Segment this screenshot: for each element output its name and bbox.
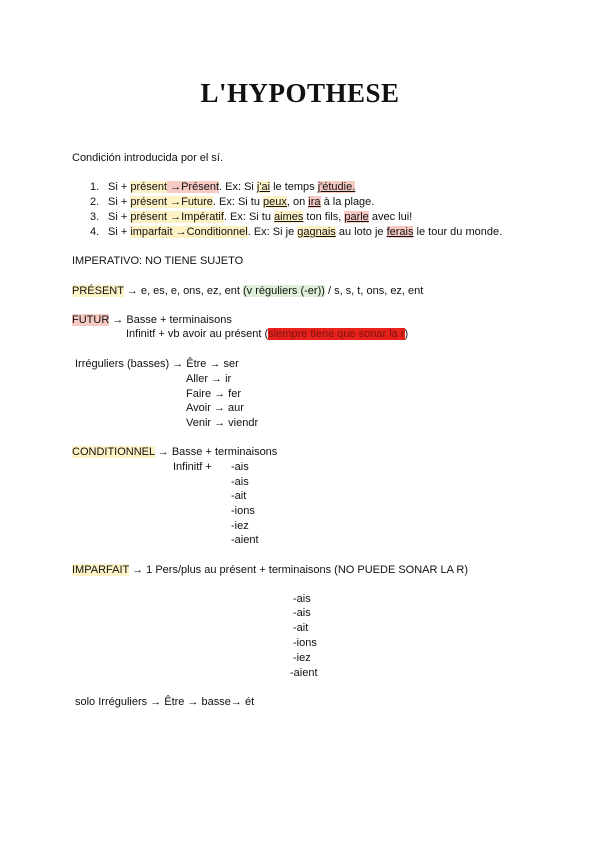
- ending: -ais: [293, 593, 311, 605]
- rule-text: Si +: [108, 181, 131, 193]
- futur-text: ): [404, 328, 409, 340]
- ending: -aient: [231, 534, 259, 546]
- list-item: [90, 196, 374, 209]
- list-number: 1.: [90, 181, 100, 193]
- list-item: [90, 181, 355, 194]
- tense-highlight: présent: [130, 181, 168, 193]
- tense-highlight: Future: [181, 196, 213, 208]
- present-label: PRÉSENT: [72, 285, 124, 297]
- example-verb: aimes: [274, 211, 304, 223]
- tense-highlight: Conditionnel: [186, 226, 248, 238]
- rule-text: le temps: [270, 181, 318, 193]
- tense-highlight: présent: [130, 196, 168, 208]
- tense-highlight: Impératif: [181, 211, 224, 223]
- arrow: →: [167, 181, 182, 193]
- rule-text: avec lui!: [368, 211, 413, 223]
- ending: -iez: [293, 652, 311, 664]
- arrow: →: [172, 226, 187, 238]
- list-item: [90, 226, 502, 239]
- rule-text: à la plage.: [320, 196, 375, 208]
- list-number: 3.: [90, 211, 100, 223]
- example-verb: gagnais: [297, 226, 336, 238]
- futur-label: FUTUR: [72, 314, 110, 326]
- ending: -iez: [231, 520, 249, 532]
- present-note: (v réguliers (-er)): [243, 285, 325, 297]
- tense-highlight: présent: [130, 211, 168, 223]
- example-verb: j'étudie.: [317, 181, 356, 193]
- page-title: L'HYPOTHESE: [200, 78, 400, 108]
- irreguliers-row: Faire → fer: [186, 388, 242, 400]
- irreguliers-row: Avoir → aur: [186, 402, 244, 414]
- conditionnel-rule: [72, 446, 277, 459]
- rule-text: Si +: [108, 196, 131, 208]
- imperativo-note: IMPERATIVO: NO TIENE SUJETO: [72, 255, 244, 267]
- ending: -ions: [293, 637, 317, 649]
- futur-rule: [72, 314, 232, 327]
- example-verb: parle: [344, 211, 369, 223]
- conditionnel-label: CONDITIONNEL: [72, 446, 155, 458]
- list-number: 2.: [90, 196, 100, 208]
- present-rule: [72, 285, 423, 298]
- example-verb: j'ai: [256, 181, 271, 193]
- irreguliers-row: Aller → ir: [186, 373, 232, 385]
- rule-text: . Ex: Si je: [247, 226, 298, 238]
- ending: -ais: [231, 476, 249, 488]
- example-verb: ferais: [386, 226, 414, 238]
- tense-highlight: imparfait: [130, 226, 173, 238]
- tense-highlight: Présent: [181, 181, 220, 193]
- rule-text: Si +: [108, 211, 131, 223]
- present-endings-alt: / s, s, t, ons, ez, ent: [324, 285, 424, 297]
- futur-warning: siempre tiene que sonar la r: [268, 328, 405, 340]
- imparfait-rule: [72, 564, 468, 577]
- present-endings: → e, es, e, ons, ez, ent: [123, 285, 243, 297]
- ending: -ait: [231, 490, 247, 502]
- rule-text: . Ex: Si tu: [223, 211, 275, 223]
- ending: -ait: [293, 622, 309, 634]
- futur-text: → Basse + terminaisons: [109, 314, 232, 326]
- rule-text: au loto je: [335, 226, 387, 238]
- arrow: →: [167, 211, 182, 223]
- rule-text: le tour du monde.: [413, 226, 503, 238]
- conditionnel-text: → Basse + terminaisons: [154, 446, 278, 458]
- futur-text: Infinitf + vb avoir au présent (: [126, 328, 269, 340]
- example-verb: ira: [308, 196, 321, 208]
- arrow: →: [167, 196, 182, 208]
- irreguliers-row: Venir → viendr: [186, 417, 259, 429]
- futur-rule-line2: [126, 328, 408, 341]
- example-verb: peux: [263, 196, 287, 208]
- imparfait-text: → 1 Pers/plus au présent + terminaisons (NO PUEDE SONAR LA R): [129, 564, 469, 576]
- list-number: 4.: [90, 226, 100, 238]
- solo-irreguliers: solo Irréguliers → Être → basse→ ét: [75, 696, 255, 708]
- list-item: [90, 211, 412, 224]
- ending: -ais: [231, 461, 249, 473]
- imparfait-label: IMPARFAIT: [72, 564, 130, 576]
- irreguliers-head: Irréguliers (basses) → Être → ser: [75, 358, 239, 370]
- ending: -aient: [290, 667, 318, 679]
- rule-text: , on: [286, 196, 309, 208]
- rule-text: ton fils,: [303, 211, 345, 223]
- ending: -ais: [293, 607, 311, 619]
- rule-text: . Ex: Si tu: [212, 196, 264, 208]
- rule-text: . Ex: Si: [219, 181, 257, 193]
- rule-text: Si +: [108, 226, 131, 238]
- conditionnel-infinitif: Infinitf +: [173, 461, 212, 473]
- ending: -ions: [231, 505, 255, 517]
- intro-text: Condición introducida por el sí.: [72, 152, 224, 164]
